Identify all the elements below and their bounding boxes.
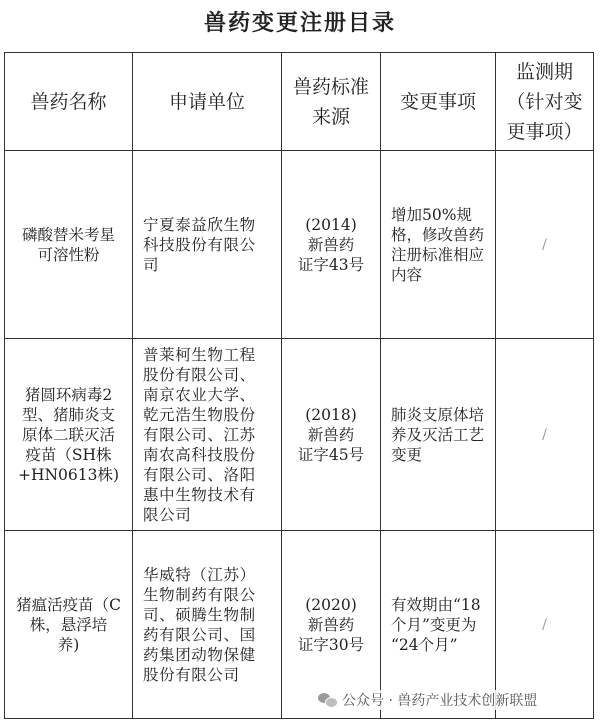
cell-line: 个月”变更为 [391,615,477,634]
cell-line: 宁夏泰益欣生物 [143,215,256,234]
drug-name-cell [5,531,133,719]
cell-line: 新兽药 [307,425,355,444]
monitoring-period-cell: / [496,339,594,531]
cell-line: 华威特（江苏） [143,565,256,584]
header-line: 申请单位 [168,90,245,113]
header-line: （针对变 [506,90,583,113]
cell-line: 变更 [391,445,423,464]
watermark-text: 公众号 · 兽药产业技术创新联盟 [342,693,538,709]
cell-line: (2020) [305,595,357,614]
header-line: 兽药标准 [292,75,369,98]
header-monitoring-period [496,53,594,151]
cell-line: 有限公司、洛阳 [143,465,256,484]
header-line: 监测期 [515,60,573,83]
drug-name-cell [5,151,133,339]
cell-line: 限公司 [143,505,192,524]
cell-line: 株，悬浮培 [29,615,108,634]
cell-line: 养) [57,635,80,654]
header-standard-source [282,53,381,151]
monitoring-period-cell: / [496,151,594,339]
cell-line: 注册标准相应 [391,245,485,264]
cell-line: 疫苗（SH株 [25,445,112,464]
cell-line: 药集团动物保健 [143,645,256,664]
cell-line: 新兽药 [307,615,355,634]
header-applicant [133,53,282,151]
header-row [5,53,594,151]
cell-line: 增加50%规 [391,205,472,224]
cell-line: 司 [143,255,160,274]
cell-line: 药有限公司、国 [143,625,256,644]
cell-line: 猪瘟活疫苗（C [16,595,121,614]
wechat-icon [318,692,336,708]
cell-line: 型、猪肺炎支 [21,405,115,424]
cell-line: 肺炎支原体培 [391,405,485,424]
header-line: 更事项） [506,120,583,143]
cell-line: 普莱柯生物工程 [143,345,256,364]
cell-line: 可溶性粉 [37,245,100,264]
cell-line: 惠中生物技术有 [143,485,256,504]
cell-line: +HN0613株) [17,465,120,484]
cell-line: 证字45号 [297,445,365,464]
standard-source-cell [282,151,381,339]
cell-line: “24个月” [391,635,458,654]
monitoring-period-cell: / [496,531,594,719]
cell-line: 科技股份有限公 [143,235,256,254]
cell-line: 内容 [391,265,423,284]
cell-line: 证字43号 [297,255,365,274]
cell-line: 原体二联灭活 [21,425,115,444]
cell-line: 证字30号 [297,635,365,654]
cell-line: 有限公司、江苏 [143,425,256,444]
applicant-cell [133,531,282,719]
cell-line: 司、硕腾生物制 [143,605,256,624]
cell-line: 猪圆环病毒2 [24,385,113,404]
change-item-cell [381,339,496,531]
cell-line: 生物制药有限公 [143,585,256,604]
cell-line: 乾元浩生物股份 [143,405,256,424]
drug-name-cell [5,339,133,531]
cell-line: (2018) [305,405,357,424]
registration-table [4,52,594,719]
cell-line: 有效期由“18 [391,595,481,614]
cell-line: 新兽药 [307,235,355,254]
header-line: 变更事项 [399,90,476,113]
applicant-cell [133,151,282,339]
header-line: 来源 [311,105,350,128]
cell-line: 养及灭活工艺 [391,425,485,444]
cell-line: 股份有限公司、 [143,365,256,384]
header-line: 兽药名称 [30,90,107,113]
cell-line: 股份有限公司 [143,665,240,684]
header-change-item [381,53,496,151]
standard-source-cell [282,339,381,531]
wechat-watermark [318,690,537,710]
table-row [5,151,594,339]
page-title: 兽药变更注册目录 [203,10,396,36]
cell-line: 南京农业大学、 [143,385,256,404]
cell-line: 格，修改兽药 [391,225,485,244]
cell-line: 磷酸替米考星 [21,225,115,244]
table-row [5,339,594,531]
applicant-cell [133,339,282,531]
cell-line: (2014) [305,215,357,234]
change-item-cell [381,151,496,339]
header-drug-name [5,53,133,151]
cell-line: 南农高科技股份 [143,445,256,464]
